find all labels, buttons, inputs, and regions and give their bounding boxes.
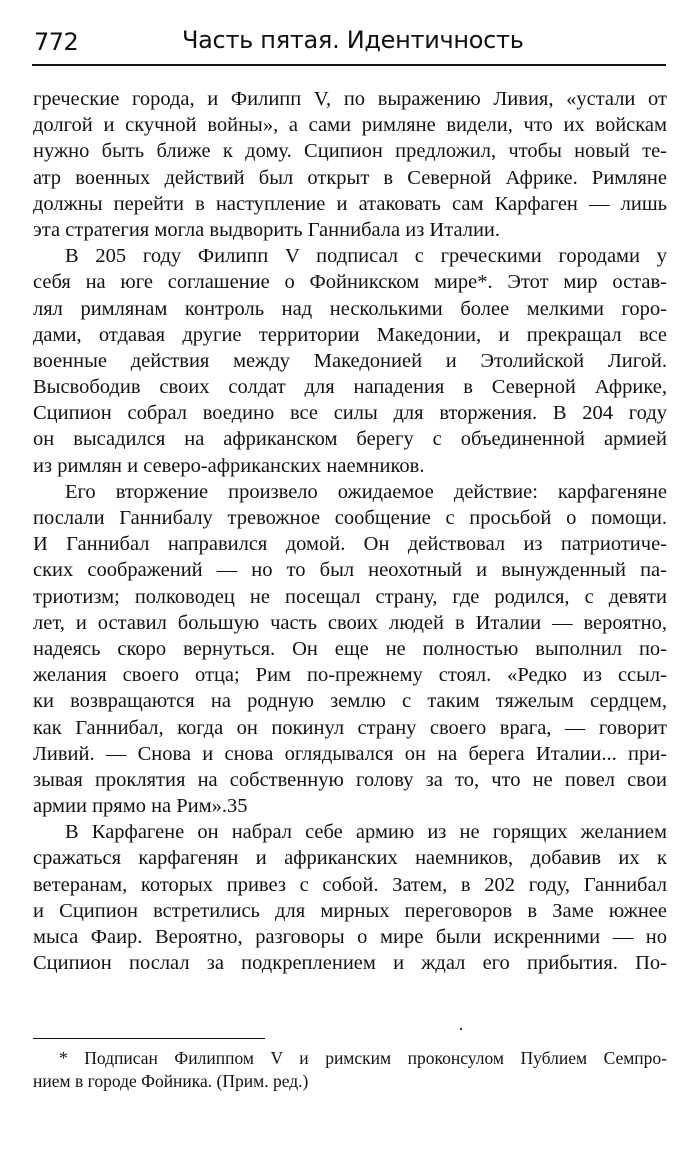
body-text-line: В 205 году Филипп V подписал с греческими городами у	[65, 245, 667, 268]
body-text-line: ских соображений — но то был неохотный и вынужденный па-	[33, 559, 667, 582]
body-text-line: В Карфагене он набрал себе армию из не горящих желанием	[65, 821, 667, 844]
body-text-line: эта стратегия могла выдворить Ганнибала из Италии.	[33, 218, 501, 241]
body-text-line: дами, отдавая другие территории Македонии, и прекращал все	[33, 323, 667, 346]
body-text-line: желания своего отца; Рим по-прежнему стоял. «Редко из ссыл-	[33, 664, 667, 687]
page-number: 772	[34, 28, 79, 56]
body-text-line: себя на юге соглашение о Фойникском мире*. Этот мир остав-	[33, 271, 667, 294]
body-text-line: атр военных действий был открыт в Северной Африке. Римляне	[33, 166, 667, 189]
body-text-line: зывая проклятия на собственную голову за то, что не повел свои	[33, 768, 667, 791]
body-text-line: как Ганнибал, когда он покинул страну своего врага, — говорит	[33, 716, 667, 739]
footnote-line: нием в городе Фойника. (Прим. ред.)	[33, 1071, 309, 1091]
body-text-line: мыса Фаир. Вероятно, разговоры о мире были искренними — но	[33, 926, 667, 948]
body-text-line: армии прямо на Рим».35	[33, 795, 248, 818]
body-text-line: военные действия между Македонией и Этолийской Лигой.	[33, 349, 667, 372]
body-text-line: надеясь скоро вернуться. Он еще не полностью выполнил по-	[33, 637, 667, 660]
body-text-line: он высадился на африканском берегу с объединенной армией	[33, 428, 667, 451]
body-text-line: лял римлянам контроль над несколькими более мелкими горо-	[33, 297, 667, 320]
body-text-line: из римлян и северо-африканских наемников.	[33, 454, 425, 477]
body-text-line: Сципион послал за подкреплением и ждал его прибытия. По-	[33, 952, 667, 975]
running-head: Часть пятая. Идентичность	[182, 26, 524, 54]
body-text-line: лет, и оставил большую часть своих людей в Италии — вероятно,	[33, 611, 667, 634]
body-text-line: долгой и скучной войны», а сами римляне видели, что их войскам	[33, 114, 667, 137]
body-text	[33, 86, 667, 976]
footnote	[33, 1047, 667, 1093]
body-text-line: должны перейти в наступление и атаковать сам Карфаген — лишь	[33, 192, 667, 215]
body-text-line: Высвободив своих солдат для нападения в Северной Африке,	[33, 376, 667, 399]
body-text-line: послали Ганнибалу тревожное сообщение с просьбой о помощи.	[33, 507, 667, 529]
header-rule	[32, 64, 666, 66]
print-speck	[460, 1028, 462, 1030]
body-text-line: Ливий. — Снова и снова оглядывался он на берега Италии... при-	[33, 742, 667, 765]
footnote-line: * Подписан Филиппом V и римским проконсулом Публием Семпро-	[59, 1048, 667, 1068]
body-text-line: ки возвращаются на родную землю с таким тяжелым сердцем,	[33, 690, 667, 713]
body-text-line: нужно быть ближе к дому. Сципион предложил, чтобы новый те-	[33, 140, 667, 163]
body-text-line: триотизм; полководец не посещал страну, где родился, с девяти	[33, 585, 667, 608]
body-text-line: Его вторжение произвело ожидаемое действие: карфагеняне	[65, 480, 667, 503]
body-text-line: греческие города, и Филипп V, по выражению Ливия, «устали от	[33, 88, 667, 110]
body-text-line: сражаться карфагенян и африканских наемников, добавив их к	[33, 847, 667, 870]
body-text-line: И Ганнибал направился домой. Он действовал из патриотиче-	[33, 533, 667, 556]
page-header	[32, 26, 666, 60]
body-text-line: и Сципион встретились для мирных переговоров в Заме южнее	[33, 899, 667, 922]
footnote-rule	[33, 1038, 265, 1039]
body-text-line: ветеранам, которых привез с собой. Затем, в 202 году, Ганнибал	[33, 873, 667, 896]
body-text-line: Сципион собрал воедино все силы для вторжения. В 204 году	[33, 402, 667, 425]
